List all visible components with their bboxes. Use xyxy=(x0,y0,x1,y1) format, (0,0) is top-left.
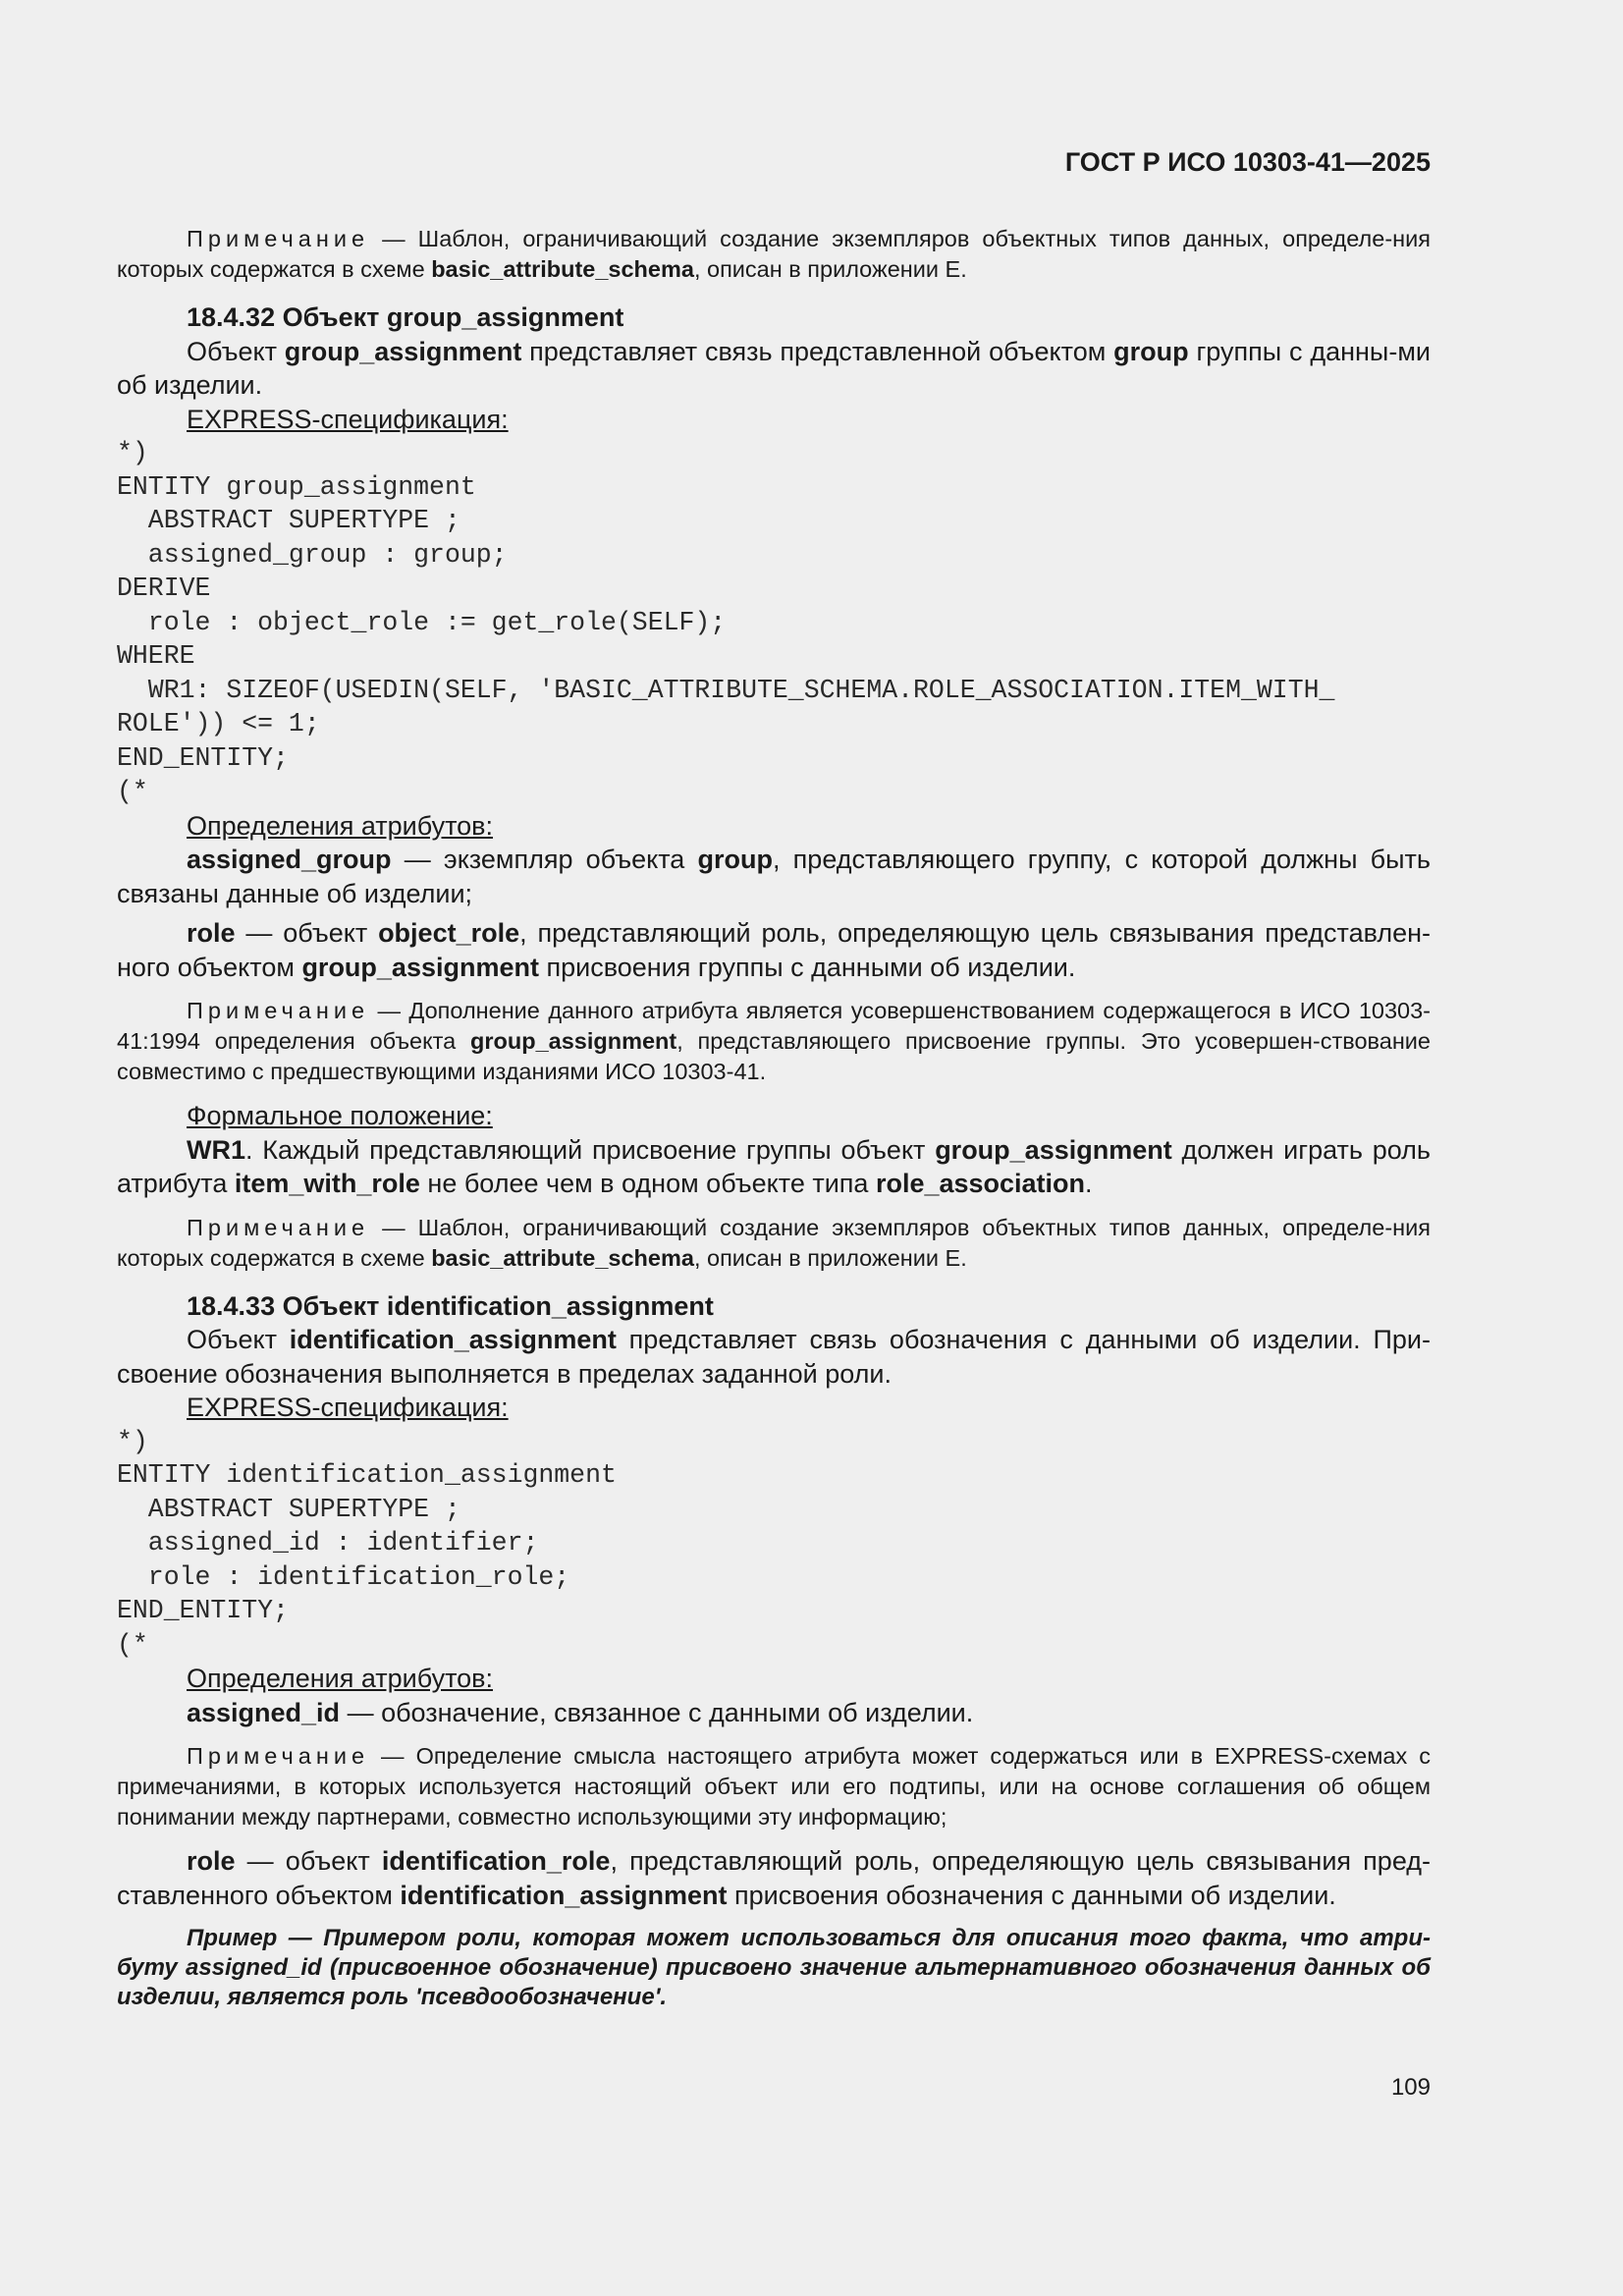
note: Примечание — Шаблон, ограничивающий создание экземпляров объектных типов данных, определе-ния которых содержатся в схеме basic_attribute_schema, описан в приложении Е. xyxy=(117,226,1431,282)
where-rule: WR1. Каждый представляющий присвоение группы объект group_assignment должен играть роль атрибута item_with_role не более чем в одном объекте типа role_association. xyxy=(117,1134,1431,1198)
attribute-definition: assigned_group — экземпляр объекта group, представляющего группу, с которой должны быть связаны данные об изделии; xyxy=(117,845,1431,908)
note: Примечание — Дополнение данного атрибута является усовершенствованием содержащегося в ИСО 10303-41:1994 определения объекта group_assignment, представляющего присвоение группы. Это усовершен-ствование совместимо с предшествующими изданиями ИСО 10303-41. xyxy=(117,998,1431,1084)
note: Примечание — Шаблон, ограничивающий создание экземпляров объектных типов данных, определе-ния которых содержатся в схеме basic_attribute_schema, описан в приложении Е. xyxy=(117,1214,1431,1271)
page-number: 109 xyxy=(1390,2074,1431,2101)
section-heading: 18.4.33 Объект identification_assignment xyxy=(187,1290,714,1321)
note: Примечание — Определение смысла настоящего атрибута может содержаться или в EXPRESS-схемах с примечаниями, в которых используется настоящий объект или его подтипы, или на основе соглашения об общем понимании между партнерами, совместно использующими эту информацию; xyxy=(117,1743,1431,1830)
example-text: Пример — Примером роли, которая может использоваться для описания того факта, что атри-буту assigned_id (присвоенное обозначение) присвоено значение альтернативного обозначения данных об изделии, является роль 'псевдообозначение'. xyxy=(117,1925,1431,2010)
attribute-definitions-label: Определения атрибутов: xyxy=(187,810,494,841)
express-spec-label: EXPRESS-спецификация: xyxy=(187,404,509,434)
express-code-block: *) ENTITY group_assignment ABSTRACT SUPERTYPE ; assigned_group : group; DERIVE role : object_role := get_role(SELF); WHERE WR1: SIZEOF(USEDIN(SELF, 'BASIC_ATTRIBUTE_SCHEMA.ROLE_ASSOCIATION.ITEM_WITH_ ROLE')) <= 1; END_ENTITY; (* xyxy=(117,438,1335,806)
attribute-definition: role — объект object_role, представляющий роль, определяющую цель связывания представлен-ного объектом group_assignment присвоения группы с данными об изделии. xyxy=(117,918,1431,982)
document-header: ГОСТ Р ИСО 10303-41—2025 xyxy=(1064,147,1431,177)
attribute-definition: role — объект identification_role, представляющий роль, определяющую цель связывания пред-ставленного объектом identification_assignment присвоения обозначения с данными об изделии. xyxy=(117,1846,1431,1910)
formal-proposition-label: Формальное положение: xyxy=(187,1101,493,1130)
attribute-definition: assigned_id — обозначение, связанное с данными об изделии. xyxy=(187,1697,974,1727)
paragraph: Объект group_assignment представляет связь представленной объектом group группы с данны-ми об изделии. xyxy=(117,336,1431,400)
express-code-block: *) ENTITY identification_assignment ABSTRACT SUPERTYPE ; assigned_id : identifier; role : identification_role; END_ENTITY; (* xyxy=(117,1426,617,1660)
note-label: Примечание xyxy=(187,226,370,251)
paragraph: Объект identification_assignment представляет связь обозначения с данными об изделии. При-своение обозначения выполняется в пределах заданной роли. xyxy=(117,1325,1431,1389)
page-content xyxy=(117,224,1431,2012)
express-spec-label: EXPRESS-спецификация: xyxy=(187,1393,509,1422)
section-heading: 18.4.32 Объект group_assignment xyxy=(187,302,624,332)
attribute-definitions-label: Определения атрибутов: xyxy=(187,1664,494,1693)
